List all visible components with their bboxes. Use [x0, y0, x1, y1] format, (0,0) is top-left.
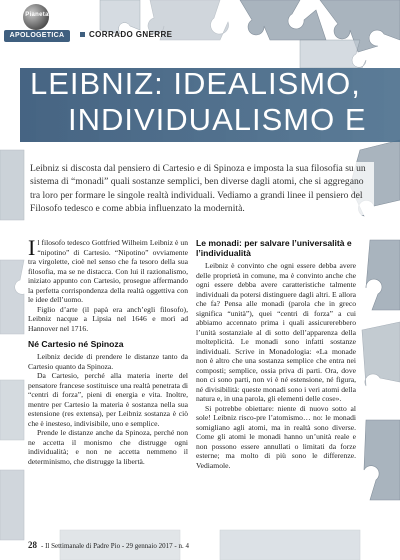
left-paragraph-2: Figlio d’arte (il papà era anch’egli filosofo), Leibniz nacque a Lipsia nel 1646 e morì ad Hannover nel 1716.	[28, 304, 188, 333]
left-paragraph-4: Da Cartesio, perché alla materia inerte del pensatore francese sostituisce una realtà penetrata di “centri di forza”, pieni di energia e vita. Inoltre, mentre per Cartesio la materia è sostanza nella sua estensione (res extensa), per Leibniz sostanza è ciò che è inesteso, indivisibile, uno e semplice.	[28, 371, 188, 428]
right-paragraph-1: Leibniz è convinto che ogni essere debba avere delle proprietà in comune, ma è convinto anche che ogni essere debba avere caratteristiche talmente individuali da potersi distinguere dagli altri. E allora che fa? Pensa alle monadi (parola che in greco significa “unità”), quei “centri di forza” a cui abbiamo accennato prima i quali assicurerebbero l’unità sostanziale al di sotto dell’apparenza della molteplicità. Le monadi sono infatti sostanze individuali. Scrive in Monadologia: «La monade non è altro che una sostanza semplice che entra nei composti; semplice, ossia priva di parti. Ora, dove non ci sono parti, non vi è né estensione, né figura, né divisibilità: queste monadi sono i veri atomi della natura e, in una parola, gli elementi delle cose».	[196, 261, 356, 403]
right-paragraph-2: Si potrebbe obiettare: niente di nuovo sotto al sole! Leibniz risco-pre l’atomismo… no: le monadi somigliano agli atomi, ma in realtà sono diverse. Come gli atomi le monadi hanno un’unità reale e non possono essere annullati o limitati da forze esterne; ma molto di più sono le differenze. Vediamole.	[196, 403, 356, 470]
page-footer	[28, 540, 189, 550]
left-paragraph-1	[28, 235, 188, 305]
article-title	[30, 66, 400, 138]
page-number: 28	[28, 540, 37, 550]
left-paragraph-3: Leibniz decide di prendere le distanze tanto da Cartesio quanto da Spinoza.	[28, 352, 188, 371]
section-heading-cartesio-spinoza: Né Cartesio né Spinoza	[28, 339, 124, 349]
title-line-2: INDIVIDUALISMO E	[68, 102, 367, 137]
section-badge	[4, 4, 70, 48]
footer-text: - Il Settimanale di Padre Pio - 29 gennaio 2017 - n. 4	[41, 542, 189, 550]
article-intro: Leibniz si discosta dal pensiero di Cartesio e di Spinoza e imposta la sua filosofia su un sistema di “monadi” quali sostanze semplici, ben diverse dagli atomi, che si aggregano tra loro per formare le singole realtà individuali. Vediamo a grandi linee il pensiero del Filosofo tedesco e come abbia influenzato la modernità.	[30, 162, 374, 215]
badge-top-text: Pianeta	[25, 12, 49, 18]
left-paragraph-1-text: l filosofo tedesco Gottfried Wilheim Leibniz è un “nipotino” di Cartesio. “Nipotino” ovviamente tra virgolette, cioè nel senso che fa tesoro della sua filosofia, ma se ne distacca. Con lui il razionalismo, iniziato appunto con Cartesio, prosegue affermando la perfetta corrispondenza della realtà oggettiva con le idee dell’uomo.	[28, 238, 188, 304]
author-name: CORRADO GNERRE	[80, 30, 172, 39]
drop-cap: I	[28, 235, 36, 260]
left-paragraph-5: Prende le distanze anche da Spinoza, perché non ne accetta il monismo che distrugge ogni individualità; e non ne accetta nemmeno il determinismo, che distrugge la libertà.	[28, 428, 188, 466]
left-column	[28, 235, 188, 466]
badge-ribbon: APOLOGETICA	[4, 30, 70, 42]
right-column	[196, 238, 356, 470]
section-heading-monadi: Le monadi: per salvare l’universalità e l’individualità	[196, 238, 352, 258]
title-line-1: LEIBNIZ: IDEALISMO,	[30, 66, 361, 101]
